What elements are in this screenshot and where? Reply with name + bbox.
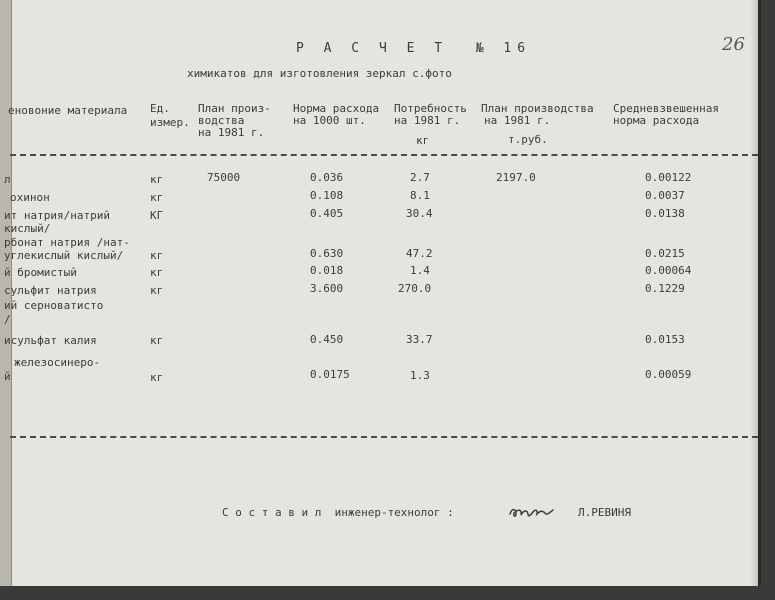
- row-8-material-line-2: й: [4, 370, 11, 383]
- header-plan-line-2: водства: [198, 114, 245, 127]
- header-need-unit: кг: [416, 134, 430, 147]
- header-norm-line-2: на 1000 шт.: [293, 114, 366, 127]
- row-4-norm: 0.630: [310, 247, 344, 260]
- row-2-need: 8.1: [410, 189, 430, 202]
- row-1-material: л: [4, 173, 11, 186]
- row-5-norm: 0.018: [310, 264, 344, 277]
- header-plan-line-3: на 1981 г.: [198, 126, 265, 139]
- row-4-need: 47.2: [406, 247, 433, 260]
- row-5-avg-norm: 0.00064: [645, 264, 692, 277]
- row-5-material: й бромистый: [4, 266, 77, 279]
- composed-by-label: С о с т а в и л инженер-технолог :: [222, 506, 454, 519]
- signature: [506, 500, 558, 522]
- row-7-norm: 0.450: [310, 333, 344, 346]
- row-4-material-line-2: углекислый кислый/: [4, 249, 124, 262]
- row-3-norm: 0.405: [310, 207, 344, 220]
- header-norm-line-1: Норма расхода: [293, 102, 380, 115]
- row-6-unit: кг: [150, 284, 164, 297]
- row-1-need: 2.7: [410, 171, 430, 184]
- row-6-material-line-1: сульфит натрия: [4, 284, 97, 297]
- row-6-material-line-3: /: [4, 313, 11, 326]
- header-need-line-2: на 1981 г.: [394, 114, 461, 127]
- header-avg-norm-line-1: Средневзвешенная: [613, 102, 719, 115]
- header-unit-line-1: Ед.: [150, 102, 170, 115]
- document-subtitle: химикатов для изготовления зеркал с.фото: [187, 67, 452, 80]
- header-plan-rub-line-1: План производства: [481, 102, 594, 115]
- row-1-plan-rub: 2197.0: [496, 171, 536, 184]
- row-5-need: 1.4: [410, 264, 430, 277]
- row-7-avg-norm: 0.0153: [645, 333, 685, 346]
- row-2-norm: 0.108: [310, 189, 344, 202]
- row-1-unit: кг: [150, 173, 164, 186]
- row-2-material: охинон: [10, 191, 50, 204]
- row-6-norm: 3.600: [310, 282, 344, 295]
- row-1-plan: 75000: [207, 171, 241, 184]
- row-4-avg-norm: 0.0215: [645, 247, 685, 260]
- composer-name: Л.РЕВИНЯ: [578, 506, 631, 519]
- row-3-avg-norm: 0.0138: [645, 207, 685, 220]
- row-3-material-line-2: кислый/: [4, 222, 51, 235]
- header-material: еновоние материала: [8, 104, 128, 117]
- header-plan-rub-line-2: на 1981 г.: [484, 114, 551, 127]
- row-8-need: 1.3: [410, 369, 430, 382]
- row-3-unit: КГ: [150, 209, 164, 222]
- header-unit-line-2: измер.: [150, 116, 190, 129]
- row-8-avg-norm: 0.00059: [645, 368, 692, 381]
- row-8-norm: 0.0175: [310, 368, 350, 381]
- row-8-unit: кг: [150, 371, 164, 384]
- row-6-material-line-2: ий серноватисто: [4, 299, 104, 312]
- page-number: 26: [722, 34, 745, 55]
- row-6-avg-norm: 0.1229: [645, 282, 685, 295]
- row-7-material: исульфат калия: [4, 334, 97, 347]
- row-3-material-line-1: ит натрия/натрий: [4, 209, 110, 222]
- header-plan-line-1: План произ-: [198, 102, 271, 115]
- row-2-avg-norm: 0.0037: [645, 189, 685, 202]
- row-4-unit: кг: [150, 249, 164, 262]
- row-2-unit: кг: [150, 191, 164, 204]
- header-need-line-1: Потребность: [394, 102, 467, 115]
- row-3-need: 30.4: [406, 207, 433, 220]
- row-6-need: 270.0: [398, 282, 432, 295]
- row-8-material-line-1: железосинеро-: [14, 356, 101, 369]
- row-7-unit: кг: [150, 334, 164, 347]
- table-bottom-divider: [10, 436, 758, 438]
- header-plan-rub-unit: т.руб.: [508, 133, 548, 146]
- row-5-unit: кг: [150, 266, 164, 279]
- row-7-need: 33.7: [406, 333, 433, 346]
- document-title: Р А С Ч Е Т № 16: [296, 41, 532, 56]
- row-4-material-line-1: рбонат натрия /нат-: [4, 236, 130, 249]
- row-1-avg-norm: 0.00122: [645, 171, 692, 184]
- row-1-norm: 0.036: [310, 171, 344, 184]
- header-divider: [10, 154, 758, 156]
- header-avg-norm-line-2: норма расхода: [613, 114, 700, 127]
